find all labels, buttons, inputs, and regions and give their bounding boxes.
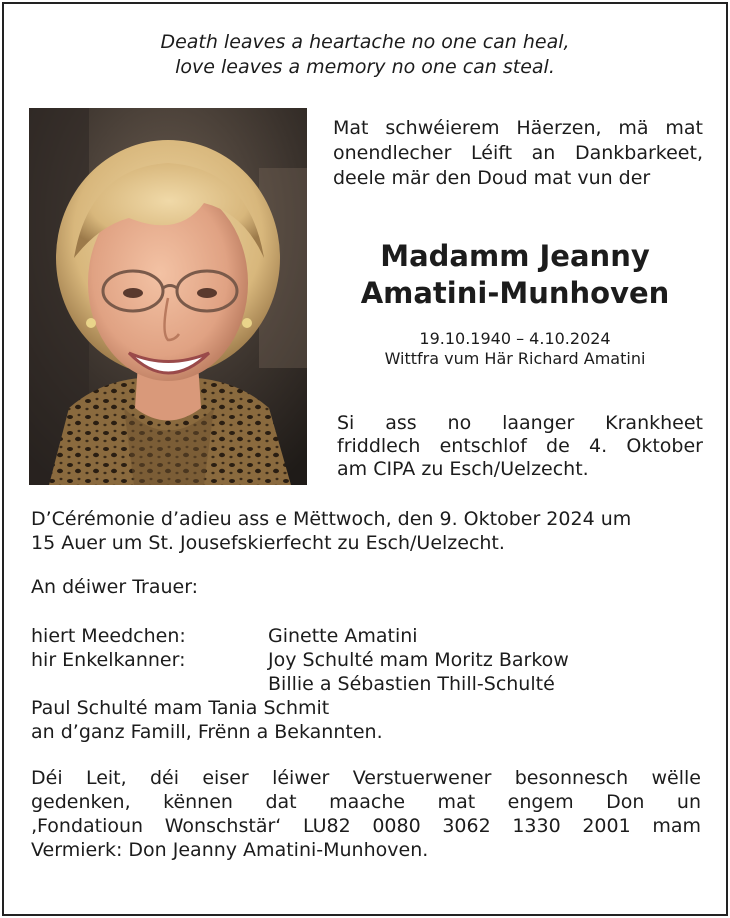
ceremony-line-1: D’Cérémonie d’adieu ass e Mëttwoch, den 9. Oktober 2024 um bbox=[31, 508, 632, 530]
family-extra-line-2: an d’ganz Famill, Frënn a Bekannten. bbox=[31, 721, 383, 743]
widow-of: Wittfra vum Här Richard Amatini bbox=[384, 349, 646, 368]
passing-line-3: am CIPA zu Esch/Uelzecht. bbox=[337, 458, 589, 480]
daughter-label: hiert Meedchen: bbox=[31, 625, 186, 647]
grandchild-1: Joy Schulté mam Moritz Barkow bbox=[268, 649, 569, 671]
donation-line-4: Vermierk: Don Jeanny Amatini-Munhoven. bbox=[31, 839, 429, 861]
quote-line-2: love leaves a memory no one can steal. bbox=[175, 56, 555, 78]
portrait-photo bbox=[29, 108, 307, 485]
deceased-name bbox=[330, 238, 700, 312]
portrait-illustration bbox=[29, 108, 307, 485]
name-line-1: Madamm Jeanny bbox=[380, 239, 650, 273]
passing-text bbox=[337, 412, 703, 481]
intro-line-2: onendlecher Léift an Dankbarkeet, bbox=[333, 142, 703, 164]
intro-line-1: Mat schwéierem Häerzen, mä mat bbox=[333, 117, 703, 139]
family-row-grandchildren bbox=[31, 648, 703, 672]
intro-text bbox=[333, 116, 703, 191]
life-dates-block bbox=[330, 329, 700, 369]
donation-line-1: Déi Leit, déi eiser léiwer Verstuerwener besonnesch wëlle bbox=[31, 767, 701, 789]
grandchild-2: Billie a Sébastien Thill-Schulté bbox=[268, 673, 555, 695]
intro-line-3: deele mär den Doud mat vun der bbox=[333, 167, 651, 189]
family-extra-line-1: Paul Schulté mam Tania Schmit bbox=[31, 697, 330, 719]
family-row-daughter bbox=[31, 624, 703, 648]
ceremony-line-2: 15 Auer um St. Jousefskierfecht zu Esch/Uelzecht. bbox=[31, 532, 505, 554]
passing-line-1: Si ass no laanger Krankheet bbox=[337, 412, 703, 434]
life-dates: 19.10.1940 – 4.10.2024 bbox=[419, 329, 611, 348]
grandchildren-label: hir Enkelkanner: bbox=[31, 649, 186, 671]
quote-line-1: Death leaves a heartache no one can heal, bbox=[160, 31, 570, 53]
memorial-quote bbox=[0, 30, 730, 80]
donation-text bbox=[31, 766, 701, 862]
mourning-heading: An déiwer Trauer: bbox=[31, 576, 199, 598]
donation-line-2: gedenken, kënnen dat maache mat engem Don un bbox=[31, 791, 701, 813]
ceremony-text bbox=[31, 507, 703, 555]
name-line-2: Amatini-Munhoven bbox=[360, 276, 670, 310]
daughter-name: Ginette Amatini bbox=[268, 625, 418, 647]
passing-line-2: friddlech entschlof de 4. Oktober bbox=[337, 435, 703, 457]
donation-line-3: ‚Fondatioun Wonschstär‘ LU82 0080 3062 1330 2001 mam bbox=[31, 815, 701, 837]
family-list bbox=[31, 624, 703, 744]
